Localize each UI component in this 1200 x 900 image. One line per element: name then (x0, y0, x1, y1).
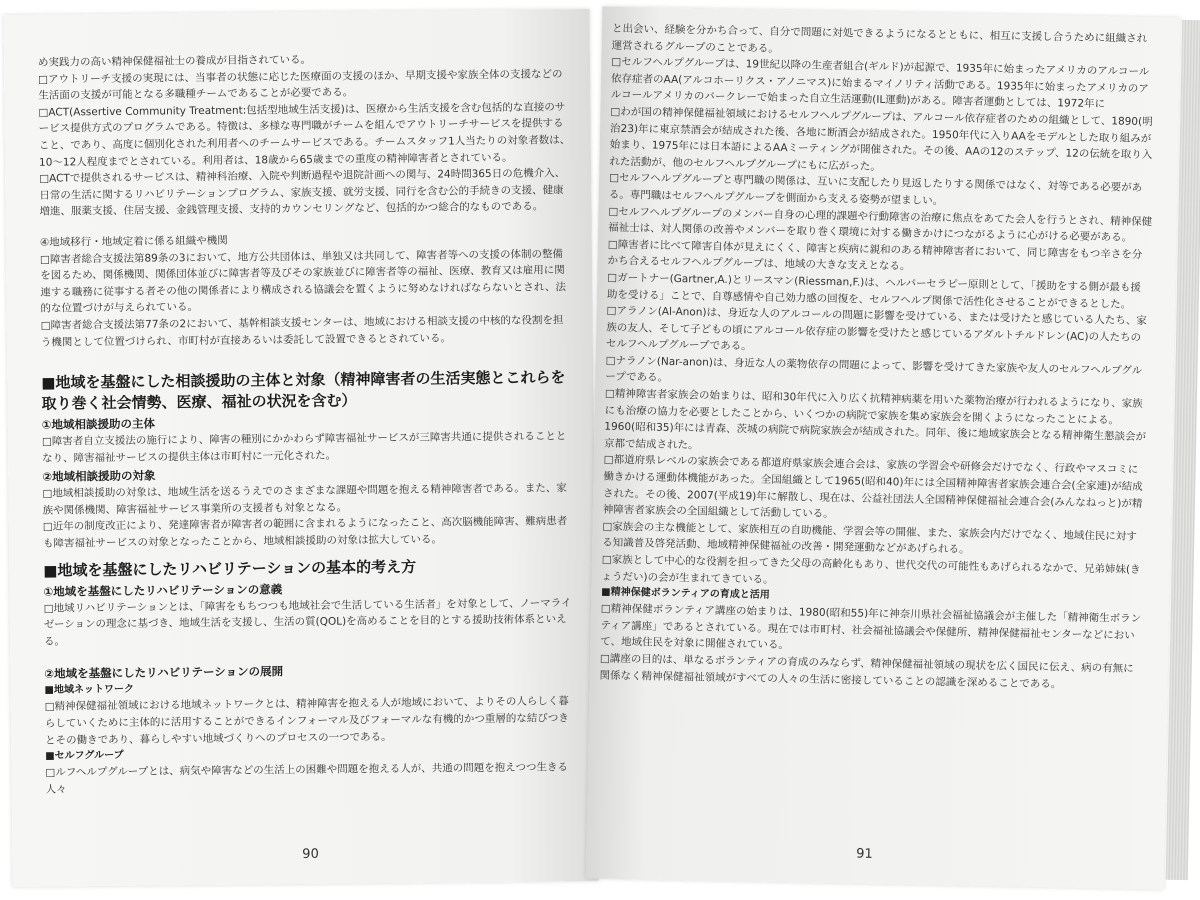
text-line: □わが国の精神保健福祉領域におけるセルフヘルプグループは、アルコール依存症者のための組織として、1890(明治23)年に東京禁酒会が結成された後、各地に断酒会が結成された。1950年代に入りAAをモデルとした取り組みが始まり、1975年には日本語によるAAミーティングが開催された。その後、AAの12のステップ、12の伝統を取り入れた活動が、他のセルフヘルプグループにもに広がった。 (609, 105, 1153, 173)
left-page (3, 9, 598, 887)
text-line: □地域リハビリテーションとは、「障害をもちつつも地域社会で生活している生活者」を対象として、ノーマライゼーションの理念に基づき、地域生活を支援し、生活の質(QOL)を高めることを目的とする援助技術体系といえる。 (43, 596, 572, 648)
text-line: □家族会の主な機能として、家族相互の自助機能、学習会等の開催、また、家族会内だけでなく、地域住民に対する知識普及啓発活動、地域精神保健福祉の改善・開発運動などがあげられる。 (602, 520, 1137, 557)
sub-heading: ①地域を基盤にしたリハビリテーションの意義 (43, 581, 283, 599)
sub-heading: ②地域相談援助の対象 (42, 468, 156, 484)
page-number: 91 (856, 846, 873, 862)
main-heading: ■地域を基盤にした相談援助の主体と対象（精神障害者の生活実態とこれらを取り巻く社会情勢、医療、福祉の状況を含む） (41, 368, 566, 413)
text-line: □都道府県レベルの家族会である都道府県家族会連合会は、家族の学習会や研修会だけでなく、行政やマスコミに働きかける運動体機能があった。全国組織として1965(昭和40)年には全国精神障害者家族会連合会(全家連)が結成された。その後、2007(平成19)年に解散し、現在は、公益社団法人全国精神保健福祉会連合会(みんなねっと)が精神障害者家族会の全国組織として活動している。 (602, 454, 1143, 521)
text-line: □セルフヘルプグループのメンバー自身の心理的課題や行動障害の治療に焦点をあてた会人を行うとされ、精神保健福祉士は、対人関係の改善やメンバーを取り巻く環境に対する働きかけにつながるように心がける必要がある。 (608, 205, 1153, 244)
section-title: ④地域移行・地域定着に係る組織や機関 (39, 234, 228, 249)
right-page (586, 7, 1181, 890)
small-heading: ■地域ネットワーク (44, 684, 135, 697)
sub-heading: ②地域を基盤にしたリハビリテーションの展開 (44, 664, 284, 682)
text-line: □ACTで提供されるサービスは、精神科治療、入院や判断過程や退院計画への関与、24時間365日の危機介入、日常の生活に関するリハビリテーションプログラム、家族支援、就労支援、同行を含む公的手続きの支援、健康増進、服薬支援、住居支援、金銭管理支援、支持的カウンセリングなど、包括的かつ総合的なものである。 (39, 167, 566, 219)
sub-heading: ①地域相談援助の主体 (41, 416, 156, 432)
text-line: □障害者自立支援法の施行により、障害の種別にかかわらず障害福祉サービスが三障害共通に提供されることとなり、障害福祉サービスの提供主体は市町村に一元化された。 (41, 430, 567, 465)
text-line: □セルフヘルプグループは、19世紀以降の生産者組合(ギルド)が起源で、1935年に始まったアメリカのアルコール依存症者のAA(アルコホーリクス・アノニマス)に始まるマイノリティ活動である。1935年に始まったアメリカのアルコールアメリカのバークレーで始まった自立生活運動(IL運動)がある。障害者運動としては、1972年に (610, 55, 1150, 111)
text-line: □家族として中心的な役割を担ってきた父母の高齢化もあり、世代交代の可能性もあげられるなかで、兄弟姉妹(きょうだい)の会が生まれてきている。 (601, 553, 1141, 586)
small-heading: ■精神保健ボランティアの育成と活用 (601, 586, 770, 602)
text-line: □アウトリーチ支援の実現には、当事者の状態に応じた医療面の支援のほか、早期支援や家族全体の支援などの生活面の支援が可能となる多職種チームであることが必要である。 (38, 67, 563, 102)
text-line: □ナラノン(Nar-anon)は、身近な人の薬物依存の問題によって、影響を受けてきた家族や友人のセルフヘルプグループである。 (605, 354, 1143, 385)
text-line: □障害者総合支援法第77条の2において、基幹相談支援センターは、地域における相談支援の中核的な役割を担う機関として位置づけられ、市町村が直接あるいは委託して設置できるとされている。 (40, 314, 564, 349)
text-line: □障害者に比べて障害自体が見えにくく、障害と疾病に親和のある精神障害者において、同じ障害をもつ辛さを分かち合えるセルフヘルプグループは、地域の大きな支えとなる。 (607, 238, 1143, 273)
text-line: め実践力の高い精神保健福祉士の養成が目指されている。 (37, 53, 311, 69)
main-heading: ■地域を基盤にしたリハビリテーションの基本的考え方 (43, 557, 417, 580)
text-line: □講座の目的は、単なるボランティアの育成のみならず、精神保健福祉領域の現状を広く国民に伝え、病の有無に関係なく精神保健福祉領域がすべての人々の生活に密接していることの認識を深めることである。 (599, 652, 1134, 691)
text-line: □ACT(Assertive Community Treatment:包括型地域生活支援)は、医療から生活支援を含む包括的な直接のサービス提供方式のプログラムである。特徴は、多様な専門職がチームを組んでアウトリーチサービスを提供すること、であり、高度に個別化された利用者へのチームサービスである。チームスタッフ1人当たりの対象者数は、10～12人程度までとされている。利用者は、18歳から65歳までの重度の精神障害者とされている。 (38, 100, 571, 169)
text-line: □ガートナー(Gartner,A.)とリースマン(Riessman,F.)は、ヘルパーセラピー原則として、「援助をする側が最も援助を受ける」ことで、自尊感情や自己効力感の回復を、セルフヘルプ関係で活性化させることができるとした。 (606, 271, 1142, 311)
small-heading: ■セルフグループ (45, 750, 124, 762)
text-line: □精神保健福祉領域における地域ネットワークとは、精神障害を抱える人が地域において、よりその人らしく暮らしていくために主体的に活用することができるインフォーマル及びフォーマルな有機的かつ重層的な結びつきとその働きであり、暮らしやすい地域づくりへのプロセスの一つである。 (44, 695, 569, 747)
text-line: □セルフヘルプグループと専門職の関係は、互いに支配したり見返したりする関係ではなく、対等である必要がある。専門職はセルフヘルプグループを側面から支える姿勢が望ましい。 (608, 172, 1143, 208)
text-line: □精神保健ボランティア講座の始まりは、1980(昭和55)年に神奈川県社会福祉協議会が主催した「精神衛生ボランティア講座」であるとされている。現在では市町村、社会福祉協議会や保健所、精神保健福祉センターなどにおいて、地域住民を対象に開催されている。 (600, 602, 1142, 652)
text-line: □地域相談援助の対象は、地域生活を送るうえでのさまざまな課題や問題を抱える精神障害者である。また、家族や関係機関、障害福祉サービス事業所の支援者も対象となる。 (42, 482, 567, 517)
text-line: と出会い、経験を分かち合って、自分で問題に対処できるようになるとともに、相互に支援し合うために組織され運営されるグループのことである。 (611, 22, 1148, 55)
text-line: □ルフヘルプグループとは、病気や障害などの生活上の困難や問題を抱える人が、共通の問題を抱えつつ生きる人々 (45, 761, 569, 796)
text-line: □障害者総合支援法第89条の3において、地方公共団体は、単独又は共同して、障害者等への支援の体制の整備を図るため、関係機関、関係団体並びに障害者等及びその家族並びに障害者等の福祉、医療、教育又は雇用に関連する職務に従事する者その他の関係者により構成される協議会を置くように努めなければならないとされ、法的な位置づけが与えられている。 (39, 247, 567, 316)
page-number: 90 (302, 846, 319, 863)
text-line: □アラノン(Al-Anon)は、身近な人のアルコールの問題に影響を受けている、または受けたと感じている人たち、家族の友人、そして子どもの頃にアルコール依存症の影響を受けたと感じているアダルトチルドレン(AC)の人たちのセルフヘルプグループである。 (605, 304, 1147, 353)
text-line: □近年の制度改正により、発達障害者が障害者の範囲に含まれるようになったこと、高次脳機能障害、難病患者も障害福祉サービスの対象となったことから、地域相談援助の対象は拡大している。 (42, 515, 568, 550)
text-line: □精神障害者家族会の始まりは、昭和30年代に入り広く抗精神病薬を用いた薬物治療が行われるようになり、家族にも治療の協力を必要としたことから、いくつかの病院で家族を集め家族会を開くようになったことによる。1960(昭和35)年には青森、茨城の病院で病院家族会が結成された。同年、後に地域家族会となる精神衛生懇談会が京都で結成された。 (603, 387, 1147, 452)
